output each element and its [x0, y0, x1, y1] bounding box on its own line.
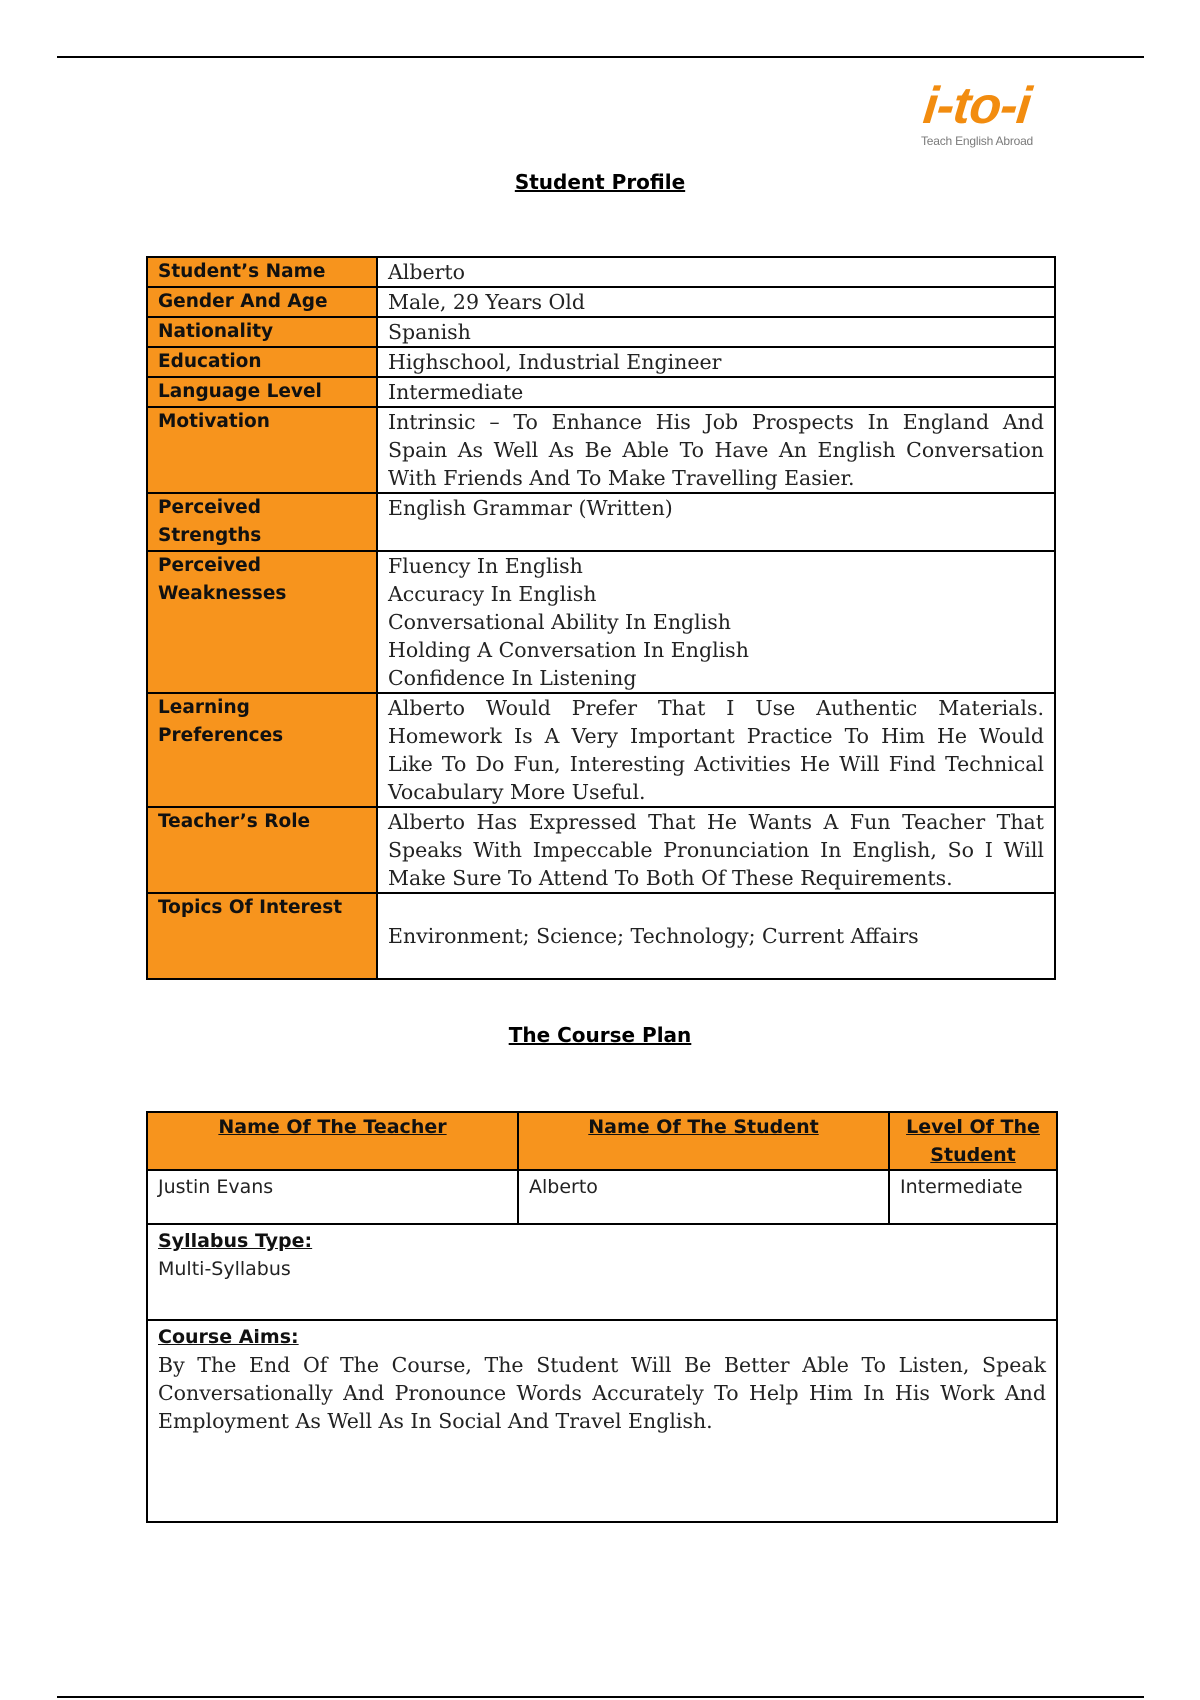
weaknesses-label-line: Weaknesses	[158, 583, 287, 604]
weaknesses-list	[377, 551, 1055, 693]
logo-mark: i-to-i	[920, 77, 1034, 135]
syllabus-label: Syllabus Type:	[158, 1230, 313, 1252]
language-level-label: Language Level	[147, 377, 377, 407]
name-value: Alberto	[377, 257, 1055, 287]
student-profile-table	[146, 256, 1056, 980]
list-item: Conversational Ability In English	[388, 610, 731, 634]
learning-label-line: Learning	[158, 697, 250, 718]
course-aims-cell	[147, 1320, 1057, 1522]
learning-label-line: Preferences	[158, 725, 284, 746]
table-row	[147, 347, 1055, 377]
gender-age-value: Male, 29 Years Old	[377, 287, 1055, 317]
table-row	[147, 1112, 1057, 1170]
table-row	[147, 1224, 1057, 1320]
course-aims-value: By The End Of The Course, The Student Will Be Better Able To Listen, Speak Conversationally And Pronounce Words Accurately To Help Him In His Work And Employment As Well As In Social And Travel English.	[158, 1353, 1046, 1433]
student-profile-heading: Student Profile	[514, 170, 686, 194]
learning-value: Alberto Would Prefer That I Use Authentic Materials. Homework Is A Very Important Practice To Him He Would Like To Do Fun, Interesting Activities He Will Find Technical Vocabulary More Useful.	[377, 693, 1055, 807]
teacher-name-value: Justin Evans	[147, 1170, 518, 1224]
weaknesses-label	[147, 551, 377, 693]
table-row	[147, 1170, 1057, 1224]
gender-age-label: Gender And Age	[147, 287, 377, 317]
learning-label	[147, 693, 377, 807]
student-level-header: Level Of The Student	[889, 1112, 1057, 1170]
table-row	[147, 493, 1055, 551]
motivation-label: Motivation	[147, 407, 377, 493]
topics-value: Environment; Science; Technology; Current Affairs	[377, 893, 1055, 979]
teacher-role-label: Teacher’s Role	[147, 807, 377, 893]
student-level-value: Intermediate	[889, 1170, 1057, 1224]
education-label: Education	[147, 347, 377, 377]
table-row	[147, 1320, 1057, 1522]
top-rule	[57, 56, 1144, 58]
student-name-value: Alberto	[518, 1170, 889, 1224]
list-item: Holding A Conversation In English	[388, 638, 749, 662]
course-plan-table	[146, 1111, 1058, 1523]
teacher-name-header: Name Of The Teacher	[147, 1112, 518, 1170]
course-aims-label: Course Aims:	[158, 1326, 299, 1348]
teacher-role-value: Alberto Has Expressed That He Wants A Fun Teacher That Speaks With Impeccable Pronunciation In English, So I Will Make Sure To Attend To Both Of These Requirements.	[377, 807, 1055, 893]
student-name-header: Name Of The Student	[518, 1112, 889, 1170]
table-row	[147, 287, 1055, 317]
weaknesses-label-line: Perceived	[158, 555, 261, 576]
education-value: Highschool, Industrial Engineer	[377, 347, 1055, 377]
motivation-value: Intrinsic – To Enhance His Job Prospects In England And Spain As Well As Be Able To Have An English Conversation With Friends And To Make Travelling Easier.	[377, 407, 1055, 493]
nationality-label: Nationality	[147, 317, 377, 347]
course-plan-heading: The Course Plan	[508, 1023, 692, 1047]
topics-label: Topics Of Interest	[147, 893, 377, 979]
list-item: Confidence In Listening	[388, 666, 637, 690]
list-item: Fluency In English	[388, 554, 583, 578]
table-row	[147, 257, 1055, 287]
table-row	[147, 317, 1055, 347]
table-row	[147, 551, 1055, 693]
syllabus-value: Multi-Syllabus	[158, 1258, 291, 1280]
language-level-value: Intermediate	[377, 377, 1055, 407]
i-to-i-logo	[892, 77, 1062, 148]
bottom-rule	[57, 1696, 1144, 1698]
syllabus-cell	[147, 1224, 1057, 1320]
table-row	[147, 377, 1055, 407]
list-item: Accuracy In English	[388, 582, 597, 606]
table-row	[147, 807, 1055, 893]
table-row	[147, 693, 1055, 807]
strengths-value: English Grammar (Written)	[377, 493, 1055, 551]
nationality-value: Spanish	[377, 317, 1055, 347]
strengths-label: Perceived Strengths	[147, 493, 377, 551]
table-row	[147, 893, 1055, 979]
name-label: Student’s Name	[147, 257, 377, 287]
logo-tagline: Teach English Abroad	[920, 134, 1034, 148]
table-row	[147, 407, 1055, 493]
